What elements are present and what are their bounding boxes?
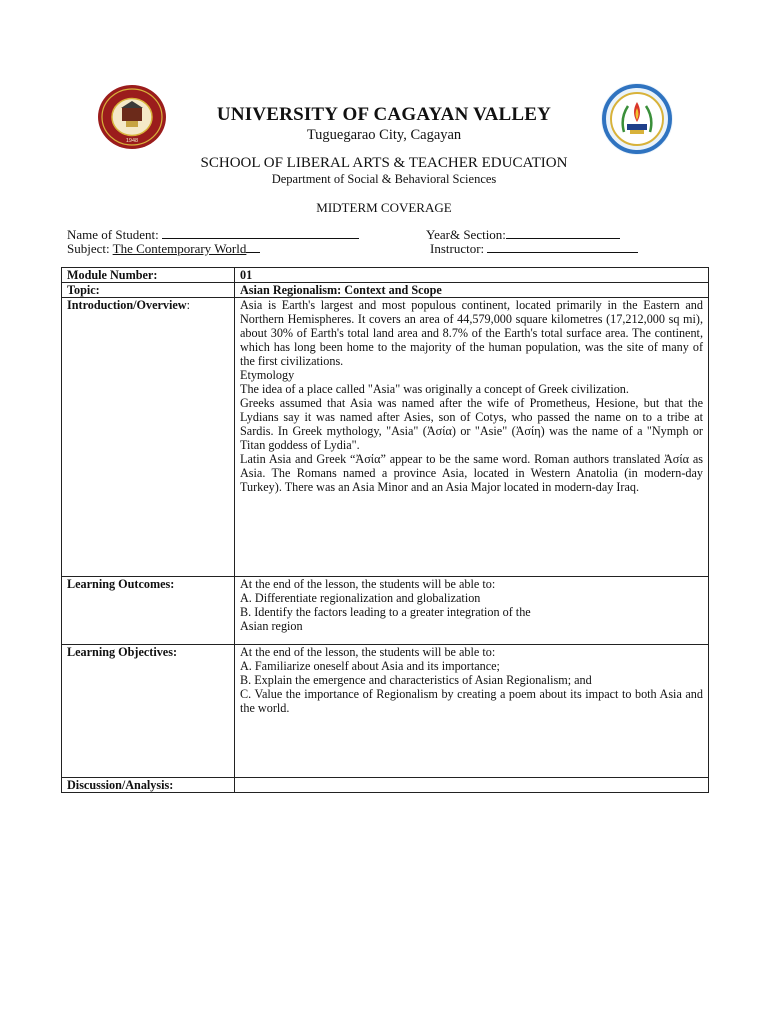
introduction-label: Introduction/Overview bbox=[67, 298, 187, 312]
intro-paragraph: The idea of a place called "Asia" was originally a concept of Greek civilization. bbox=[240, 382, 629, 396]
subject-field bbox=[67, 240, 260, 257]
introduction-row bbox=[62, 298, 709, 577]
university-city: Tuguegarao City, Cagayan bbox=[306, 127, 462, 143]
year-section-blank[interactable] bbox=[506, 226, 620, 239]
module-number-value: 01 bbox=[235, 268, 709, 283]
topic-label: Topic: bbox=[62, 283, 235, 298]
intro-paragraph: Asia is Earth's largest and most populous continent, located primarily in the Eastern and Northern Hemispheres. It covers an area of 44,579,000 square kilometres (17,212,000 sq mi), about 30% of Earth's total land area and 8.7% of the Earth's total surface area. The continent, which has long been home to the majority of the human population, was the site of many of the first civilizations. bbox=[240, 298, 703, 368]
intro-paragraph: Greeks assumed that Asia was named after the wife of Prometheus, Hesione, but that the Lydians say it was named after Asies, son of Cotys, who passed the name on to a tribe at Sardis. In Greek mythology, "Asia" (Ἀσία) or "Asie" (Ἀσίη) was the name of a "Nymph or Titan goddess of Lydia". bbox=[240, 396, 703, 452]
subject-label: Subject: bbox=[67, 241, 110, 256]
discussion-content[interactable] bbox=[235, 778, 709, 793]
seal-year: 1948 bbox=[125, 138, 139, 144]
university-name: UNIVERSITY OF CAGAYAN VALLEY bbox=[216, 104, 552, 125]
objective-line: B. Explain the emergence and characteristics of Asian Regionalism; and bbox=[240, 673, 592, 687]
topic-value: Asian Regionalism: Context and Scope bbox=[235, 283, 709, 298]
instructor-blank[interactable] bbox=[487, 240, 638, 253]
learning-objectives-content bbox=[235, 645, 709, 778]
module-number-label: Module Number: bbox=[62, 268, 235, 283]
introduction-colon: : bbox=[186, 298, 191, 312]
objective-line: A. Familiarize oneself about Asia and its importance; bbox=[240, 659, 500, 673]
outcome-line: At the end of the lesson, the students will be able to: bbox=[240, 577, 496, 591]
department-name: Department of Social & Behavioral Sciences bbox=[271, 172, 497, 186]
objective-line: At the end of the lesson, the students will be able to: bbox=[240, 645, 496, 659]
learning-outcomes-label: Learning Outcomes: bbox=[62, 577, 235, 645]
instructor-field bbox=[430, 240, 638, 257]
module-number-row bbox=[62, 268, 709, 283]
year-section-label: Year& Section: bbox=[426, 227, 506, 242]
student-name-blank[interactable] bbox=[162, 226, 359, 239]
school-name: SCHOOL OF LIBERAL ARTS & TEACHER EDUCATION bbox=[200, 155, 568, 171]
subject-blank-tail bbox=[246, 240, 260, 253]
learning-outcomes-content bbox=[235, 577, 709, 645]
instructor-label: Instructor: bbox=[430, 241, 485, 256]
outcome-line: B. Identify the factors leading to a greater integration of the bbox=[240, 605, 531, 619]
topic-row bbox=[62, 283, 709, 298]
introduction-content bbox=[235, 298, 709, 577]
coverage-title: MIDTERM COVERAGE bbox=[316, 200, 452, 215]
student-name-label: Name of Student: bbox=[67, 227, 159, 242]
learning-objectives-row bbox=[62, 645, 709, 778]
module-table bbox=[61, 267, 709, 793]
subject-value: The Contemporary World bbox=[112, 241, 247, 256]
learning-outcomes-row bbox=[62, 577, 709, 645]
objective-line: C. Value the importance of Regionalism by creating a poem about its impact to both Asia and the world. bbox=[240, 687, 703, 715]
discussion-row bbox=[62, 778, 709, 793]
discussion-label: Discussion/Analysis: bbox=[62, 778, 235, 793]
outcome-line: A. Differentiate regionalization and globalization bbox=[240, 591, 481, 605]
intro-paragraph: Latin Asia and Greek “Ἀσία” appear to be the same word. Roman authors translated Ἀσία as Asia. The Romans named a province Asia, located in Western Anatolia (in modern-day Turkey). There was an Asia Minor and an Asia Major located in modern-day Iraq. bbox=[240, 452, 703, 494]
intro-heading-etymology: Etymology bbox=[240, 368, 295, 382]
learning-objectives-label: Learning Objectives: bbox=[62, 645, 235, 778]
introduction-label-cell bbox=[62, 298, 235, 577]
outcome-line: Asian region bbox=[240, 619, 303, 633]
